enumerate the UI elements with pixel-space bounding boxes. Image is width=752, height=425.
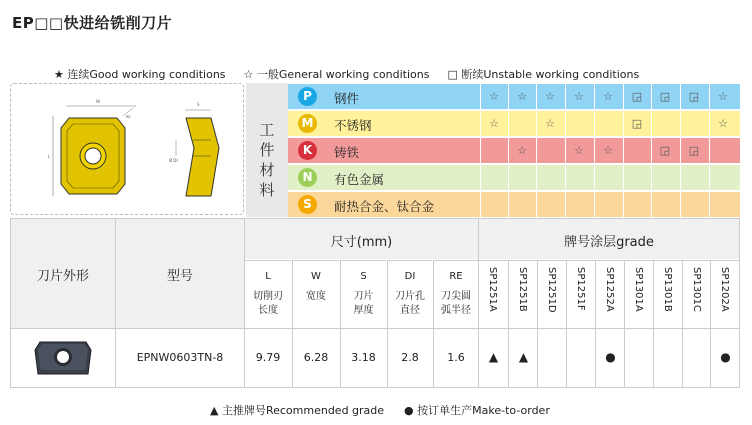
material-grade-cell: ☆ — [508, 84, 535, 109]
material-letter-icon: S — [298, 195, 317, 214]
material-name: 铸铁 — [334, 145, 360, 160]
grade-name: SP1301A — [633, 267, 644, 312]
grade-column — [653, 260, 682, 388]
dimension-desc1: 刀片孔 — [395, 291, 425, 302]
material-grade-cell: ☆ — [565, 138, 592, 163]
grade-name: SP1251A — [487, 267, 498, 312]
dimension-desc2: 直径 — [400, 305, 420, 316]
material-grade-cell — [651, 165, 678, 190]
material-grade-cell: ◲ — [651, 138, 678, 163]
material-name-cell — [288, 111, 480, 136]
material-name: 钢件 — [334, 91, 360, 106]
insert-drawing — [10, 83, 244, 215]
material-letter-icon: K — [298, 141, 317, 160]
material-grade-cell — [508, 111, 535, 136]
grade-name: SP1251F — [575, 267, 586, 311]
material-grade-cell — [565, 192, 592, 217]
material-grade-cell — [709, 192, 736, 217]
material-grade-cell: ☆ — [480, 84, 507, 109]
material-grade-cell — [680, 111, 707, 136]
grade-column — [682, 260, 711, 388]
material-grade-cell: ☆ — [536, 111, 563, 136]
dimension-desc2: 弧半径 — [441, 305, 471, 316]
material-row — [288, 192, 740, 217]
grade-column — [508, 260, 537, 388]
material-grade-cell — [709, 165, 736, 190]
material-grade-cell — [709, 138, 736, 163]
dimension-desc2: 长度 — [258, 305, 278, 316]
material-grade-cell: ☆ — [480, 111, 507, 136]
material-name: 耐热合金、钛合金 — [334, 199, 435, 214]
grade-column — [537, 260, 566, 388]
grade-availability-mark: ▲ — [488, 350, 499, 364]
dimension-desc1: 切削刃 — [253, 291, 283, 302]
material-letter-icon: M — [298, 114, 317, 133]
material-grade-cell: ☆ — [536, 84, 563, 109]
dimension-code: W — [311, 271, 321, 282]
material-grade-cell: ◲ — [623, 111, 650, 136]
material-grade-cell — [623, 138, 650, 163]
page-title: EP□□快进给铣削刀片 — [12, 14, 173, 32]
dim-label-l: L — [48, 154, 51, 159]
grade-name: SP1202A — [719, 267, 730, 312]
col-divider — [478, 219, 479, 387]
material-grade-cell: ◲ — [623, 84, 650, 109]
material-grade-cell — [594, 111, 621, 136]
material-grade-cell — [508, 165, 535, 190]
dim-label-di: Ø DI — [169, 158, 178, 163]
material-grade-cell — [680, 192, 707, 217]
workpiece-char-2: 件 — [259, 141, 275, 159]
material-grade-cell — [651, 111, 678, 136]
model-header: 型号 — [166, 269, 193, 284]
material-name-cell — [288, 84, 480, 109]
grade-header: 牌号涂层grade — [564, 235, 654, 250]
dimension-code: DI — [404, 271, 416, 282]
size-header: 尺寸(mm) — [330, 235, 393, 250]
material-grade-cell — [508, 192, 535, 217]
material-grade-cell: ☆ — [709, 84, 736, 109]
footer-recommended: ▲ 主推牌号Recommended grade — [210, 404, 385, 417]
dimension-value-cell — [292, 329, 339, 387]
footer-order: ● 按订单生产Make-to-order — [404, 404, 550, 417]
grade-name: SP1251D — [546, 267, 557, 313]
workpiece-char-4: 料 — [259, 181, 275, 199]
material-grade-cell — [651, 192, 678, 217]
material-row — [288, 84, 740, 109]
dimension-header-cell — [245, 260, 291, 328]
dimension-desc1: 刀尖圆 — [441, 291, 471, 302]
material-name: 不锈钢 — [334, 118, 372, 133]
dimension-value: 1.6 — [447, 351, 465, 364]
shape-header: 刀片外形 — [36, 269, 89, 284]
dimension-value-cell — [433, 329, 478, 387]
grade-name: SP1301B — [662, 267, 673, 312]
grade-name: SP1301C — [691, 267, 702, 312]
material-grade-cell — [536, 192, 563, 217]
material-grade-cell: ☆ — [594, 138, 621, 163]
material-name: 有色金属 — [334, 172, 385, 187]
material-grade-cell: ◲ — [680, 84, 707, 109]
dimension-value-cell — [340, 329, 386, 387]
material-letter-icon: P — [298, 87, 317, 106]
material-name-cell — [288, 165, 480, 190]
dimension-code: RE — [449, 271, 463, 282]
dimension-value: 2.8 — [401, 351, 419, 364]
dim-label-re: RE — [126, 115, 131, 119]
material-grade-cell — [680, 165, 707, 190]
material-grade-cell: ◲ — [680, 138, 707, 163]
material-row — [288, 165, 740, 190]
grade-column — [710, 260, 739, 388]
dimension-header-cell — [433, 260, 478, 328]
condition-legend — [54, 66, 639, 82]
dimension-header-cell — [292, 260, 339, 328]
material-grade-cell: ☆ — [709, 111, 736, 136]
material-grade-cell — [480, 138, 507, 163]
material-grade-cell — [480, 192, 507, 217]
dimension-header-cell — [340, 260, 386, 328]
material-grade-cell — [594, 165, 621, 190]
dimension-header-cell — [387, 260, 432, 328]
size-header-cell — [245, 219, 478, 259]
workpiece-char-1: 工 — [259, 121, 275, 139]
legend-general: ☆ 一般General working conditions — [243, 68, 430, 81]
grade-header-cell — [479, 219, 739, 259]
material-row — [288, 111, 740, 136]
grade-name: SP1251B — [517, 267, 528, 312]
material-grade-cell: ◲ — [651, 84, 678, 109]
grade-column — [624, 260, 653, 388]
grade-availability-mark: ● — [605, 350, 616, 364]
dimension-desc1: 宽度 — [306, 291, 326, 302]
grade-column — [595, 260, 624, 388]
material-grade-cell — [565, 111, 592, 136]
material-grade-cell — [536, 165, 563, 190]
insert-photo — [34, 340, 92, 376]
material-letter-icon: N — [298, 168, 317, 187]
material-grade-cell — [594, 192, 621, 217]
shape-header-cell — [11, 219, 115, 329]
dimension-desc1: 刀片 — [353, 291, 374, 302]
workpiece-material-label — [246, 83, 288, 217]
dim-label-s: S — [197, 102, 200, 107]
dim-label-w: W — [96, 99, 100, 104]
grade-column — [479, 260, 508, 388]
workpiece-char-3: 材 — [259, 161, 275, 179]
material-name-cell — [288, 192, 480, 217]
insert-technical-drawing — [11, 84, 245, 216]
material-grade-cell — [623, 192, 650, 217]
grade-column — [566, 260, 595, 388]
material-grade-cell: ☆ — [594, 84, 621, 109]
dimension-value-cell — [245, 329, 291, 387]
material-grade-cell: ☆ — [508, 138, 535, 163]
dimension-value-cell — [387, 329, 432, 387]
material-grade-cell — [480, 165, 507, 190]
dimension-value: 6.28 — [303, 351, 329, 364]
dimension-value: 3.18 — [351, 351, 376, 364]
dimension-code: L — [265, 271, 271, 282]
dimension-value: 9.79 — [255, 351, 281, 364]
legend-good: ★ 连续Good working conditions — [54, 68, 226, 81]
dimension-code: S — [360, 271, 367, 282]
grade-availability-mark: ● — [720, 350, 731, 364]
grade-name: SP1252A — [604, 267, 615, 312]
dimension-desc2: 厚度 — [353, 305, 374, 316]
model-value: EPNW0603TN-8 — [136, 351, 224, 364]
material-grade-cell — [536, 138, 563, 163]
legend-unstable: □ 断续Unstable working conditions — [447, 68, 640, 81]
material-grade-cell — [623, 165, 650, 190]
material-grade-cell: ☆ — [565, 84, 592, 109]
material-row — [288, 138, 740, 163]
material-grade-cell — [565, 165, 592, 190]
grade-availability-mark: ▲ — [518, 350, 529, 364]
insert-photo-icon — [34, 340, 92, 376]
footer-legend — [210, 402, 550, 418]
material-name-cell — [288, 138, 480, 163]
model-header-cell — [116, 219, 244, 329]
